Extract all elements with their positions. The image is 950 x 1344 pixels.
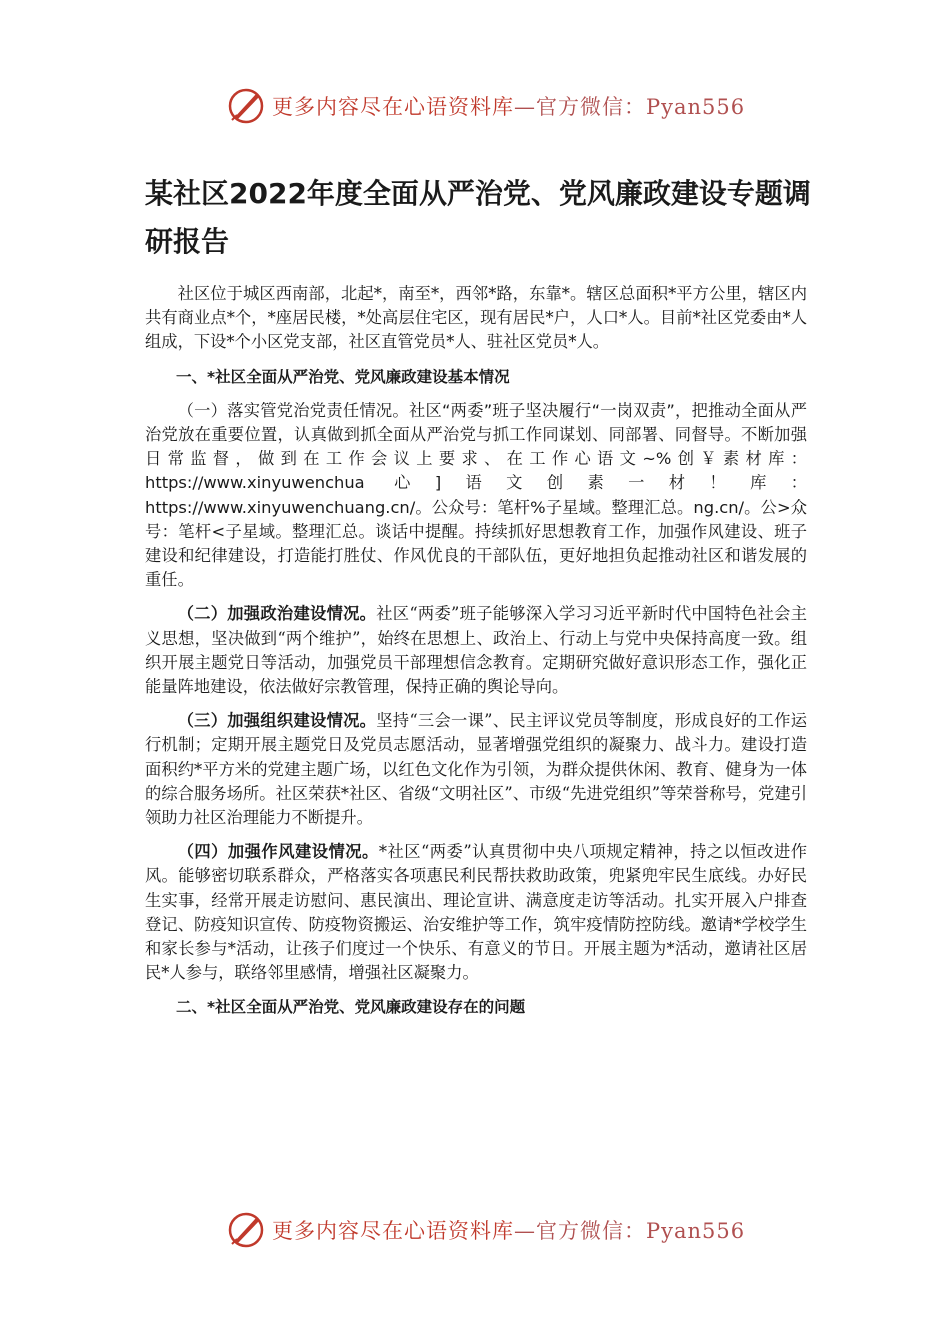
paragraph-3-lead: （三）加强组织建设情况。: [177, 711, 377, 731]
footer-banner: [0, 1208, 950, 1252]
paragraph-3: [145, 709, 807, 830]
paragraph-4: [145, 840, 807, 985]
section-2-heading: 二、*社区全面从严治党、党风廉政建设存在的问题: [176, 998, 526, 1017]
header-banner: [0, 84, 950, 128]
paragraph-2-lead: （二）加强政治建设情况。: [177, 604, 377, 624]
paragraph-4-lead: （四）加强作风建设情况。: [177, 842, 379, 862]
paragraph-3-body: 坚持“三会一课”、民主评议党员等制度，形成良好的工作运行机制；定期开展主题党日及党员志愿活动，显著增强党组织的凝聚力、战斗力。建设打造面积约*平方米的党建主题广场，以红色文化作为引领，为群众提供休闲、教育、健身为一体的综合服务场所。社区荣获*社区、省级“文明社区”、市级“先进党组织”等荣誉称号，党建引领助力社区治理能力不断提升。: [145, 711, 807, 828]
quill-pen-logo-icon: [226, 86, 266, 126]
document-title: 某社区2022年度全面从严治党、党风廉政建设专题调研报告: [145, 177, 811, 258]
paragraph-2-body: 社区“两委”班子能够深入学习习近平新时代中国特色社会主义思想，坚决做到“两个维护”，始终在思想上、政治上、行动上与党中央保持高度一致。组织开展主题党日等活动，加强党员干部理想信念教育。定期研究做好意识形态工作，强化正能量阵地建设，依法做好宗教管理，保持正确的舆论导向。: [145, 604, 807, 697]
section-1-heading: 一、*社区全面从严治党、党风廉政建设基本情况: [176, 367, 510, 386]
paragraph-4-body: *社区“两委”认真贯彻中央八项规定精神，持之以恒改进作风。能够密切联系群众，严格落实各项惠民利民帮扶救助政策，兜紧兜牢民生底线。办好民生实事，经常开展走访慰问、惠民演出、理论宣讲、满意度走访等活动。扎实开展入户排查登记、防疫知识宣传、防疫物资搬运、治安维护等工作，筑牢疫情防控防线。邀请*学校学生和家长参与*活动，让孩子们度过一个快乐、有意义的节日。开展主题为*活动，邀请社区居民*人参与，联络邻里感情，增强社区凝聚力。: [145, 842, 807, 983]
paragraph-1: [145, 399, 807, 593]
paragraph-1-lead: （一）落实管党治党责任情况。: [177, 400, 409, 420]
paragraph-2: [145, 602, 807, 699]
banner-text: 更多内容尽在心语资料库—官方微信：Pyan556: [272, 95, 746, 119]
quill-pen-logo-icon: [226, 1210, 266, 1250]
paragraph-1-body: 社区“两委”班子坚决履行“一岗双责”，把推动全面从严治党放在重要位置，认真做到抓全面从严治党与抓工作同谋划、同部署、同督导。不断加强日常监督，做到在工作会议上要求、在工作心语文~%创￥素材库：https://www.xinyuwenchua 心]语文创素一材！库：https://www.xinyuwenchuang.cn/。公众号：笔杆%子星域。整理汇总。ng.cn/。公>众号：笔杆<子星域。整理汇总。谈话中提醒。持续抓好思想教育工作，加强作风建设、班子建设和纪律建设，打造能打胜仗、作风优良的干部队伍，更好地担负起推动社区和谐发展的重任。: [145, 400, 807, 590]
banner-text: 更多内容尽在心语资料库—官方微信：Pyan556: [272, 1219, 746, 1243]
document-body: [145, 282, 807, 1020]
intro-paragraph: 社区位于城区西南部，北起*，南至*，西邻*路，东靠*。辖区总面积*平方公里，辖区内共有商业点*个，*座居民楼，*处高层住宅区，现有居民*户，人口*人。目前*社区党委由*人组成，下设*个小区党支部，社区直管党员*人、驻社区党员*人。: [145, 284, 807, 352]
